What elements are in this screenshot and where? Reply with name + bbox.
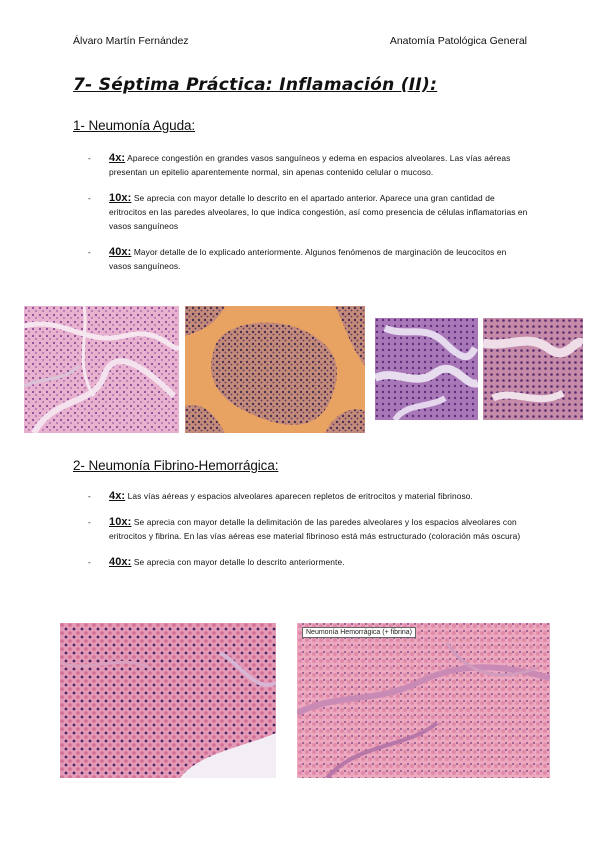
magnification-label: 40x: — [109, 556, 132, 568]
list-item: - 4x: Las vías aéreas y espacios alveolares aparecen repletos de eritrocitos y material fibrinoso. — [88, 490, 473, 502]
item-text: Se aprecia con mayor detalle la delimitación de las paredes alveolares y los espacios alveolares con eritrocitos y fibrina. En las vías aéreas ese material fibrinoso está más estructurado (coloración más oscura) — [109, 517, 521, 541]
item-text: Las vías aéreas y espacios alveolares aparecen repletos de eritrocitos y material fibrinoso. — [125, 491, 473, 501]
magnification-label: 10x: — [109, 516, 132, 528]
item-text: Mayor detalle de lo explicado anteriormente. Algunos fenómenos de marginación de leucocitos en vasos sanguíneos. — [109, 247, 507, 271]
list-item: - 40x: Se aprecia con mayor detalle lo descrito anteriormente. — [88, 556, 345, 568]
magnification-label: 40x: — [109, 246, 132, 258]
list-item: - 10x: Se aprecia con mayor detalle la delimitación de las paredes alveolares y los espacios alveolares con eritrocitos y fibrina. En las vías aéreas ese material fibrinoso está más estructurado (coloración más oscura) — [88, 516, 521, 541]
list-item: - 40x: Mayor detalle de lo explicado anteriormente. Algunos fenómenos de marginación de leucocitos en vasos sanguíneos. — [88, 246, 507, 271]
item-text: Se aprecia con mayor detalle lo descrito en el apartado anterior. Aparece una gran cantidad de eritrocitos en las paredes alveolares, lo que indica congestión, así como presencia de células inflamatorias en vasos sanguíneos — [109, 193, 528, 231]
section-heading-neumonia-fibrino-hemorragica: 2- Neumonía Fibrino-Hemorrágica: — [73, 458, 279, 473]
section-2-list — [88, 489, 528, 581]
micrograph-acute-40x-a — [375, 318, 478, 420]
list-item: - 10x: Se aprecia con mayor detalle lo descrito en el apartado anterior. Aparece una gran cantidad de eritrocitos en las paredes alveolares, lo que indica congestión, así como presencia de células inflamatorias en vasos sanguíneos — [88, 192, 528, 231]
section-heading-neumonia-aguda: 1- Neumonía Aguda: — [73, 118, 196, 133]
micrograph-acute-10x — [185, 306, 365, 433]
micrograph-acute-40x-b — [483, 318, 583, 420]
micrograph-caption: Neumonía Hemorrágica (+ fibrina) — [302, 627, 416, 638]
micrograph-hemorrhagic-a — [60, 623, 276, 778]
magnification-label: 4x: — [109, 490, 126, 502]
magnification-label: 4x: — [109, 152, 126, 164]
item-text: Se aprecia con mayor detalle lo descrito anteriormente. — [131, 557, 345, 567]
list-item: - 4x: Aparece congestión en grandes vasos sanguíneos y edema en espacios alveolares. Las vías aéreas presentan un epitelio aparentemente normal, sin apenas contenido celular o mucoso. — [88, 152, 511, 177]
section-1-list — [88, 151, 528, 285]
author-name: Álvaro Martín Fernández — [73, 35, 189, 47]
micrograph-hemorrhagic-b — [297, 623, 550, 778]
micrograph-acute-4x — [24, 306, 179, 433]
subject-name: Anatomía Patológica General — [389, 35, 527, 47]
magnification-label: 10x: — [109, 192, 132, 204]
page-title: 7- Séptima Práctica: Inflamación (II): — [73, 75, 438, 95]
item-text: Aparece congestión en grandes vasos sanguíneos y edema en espacios alveolares. Las vías aéreas presentan un epitelio aparentemente normal, sin apenas contenido celular o mucoso. — [109, 153, 511, 177]
